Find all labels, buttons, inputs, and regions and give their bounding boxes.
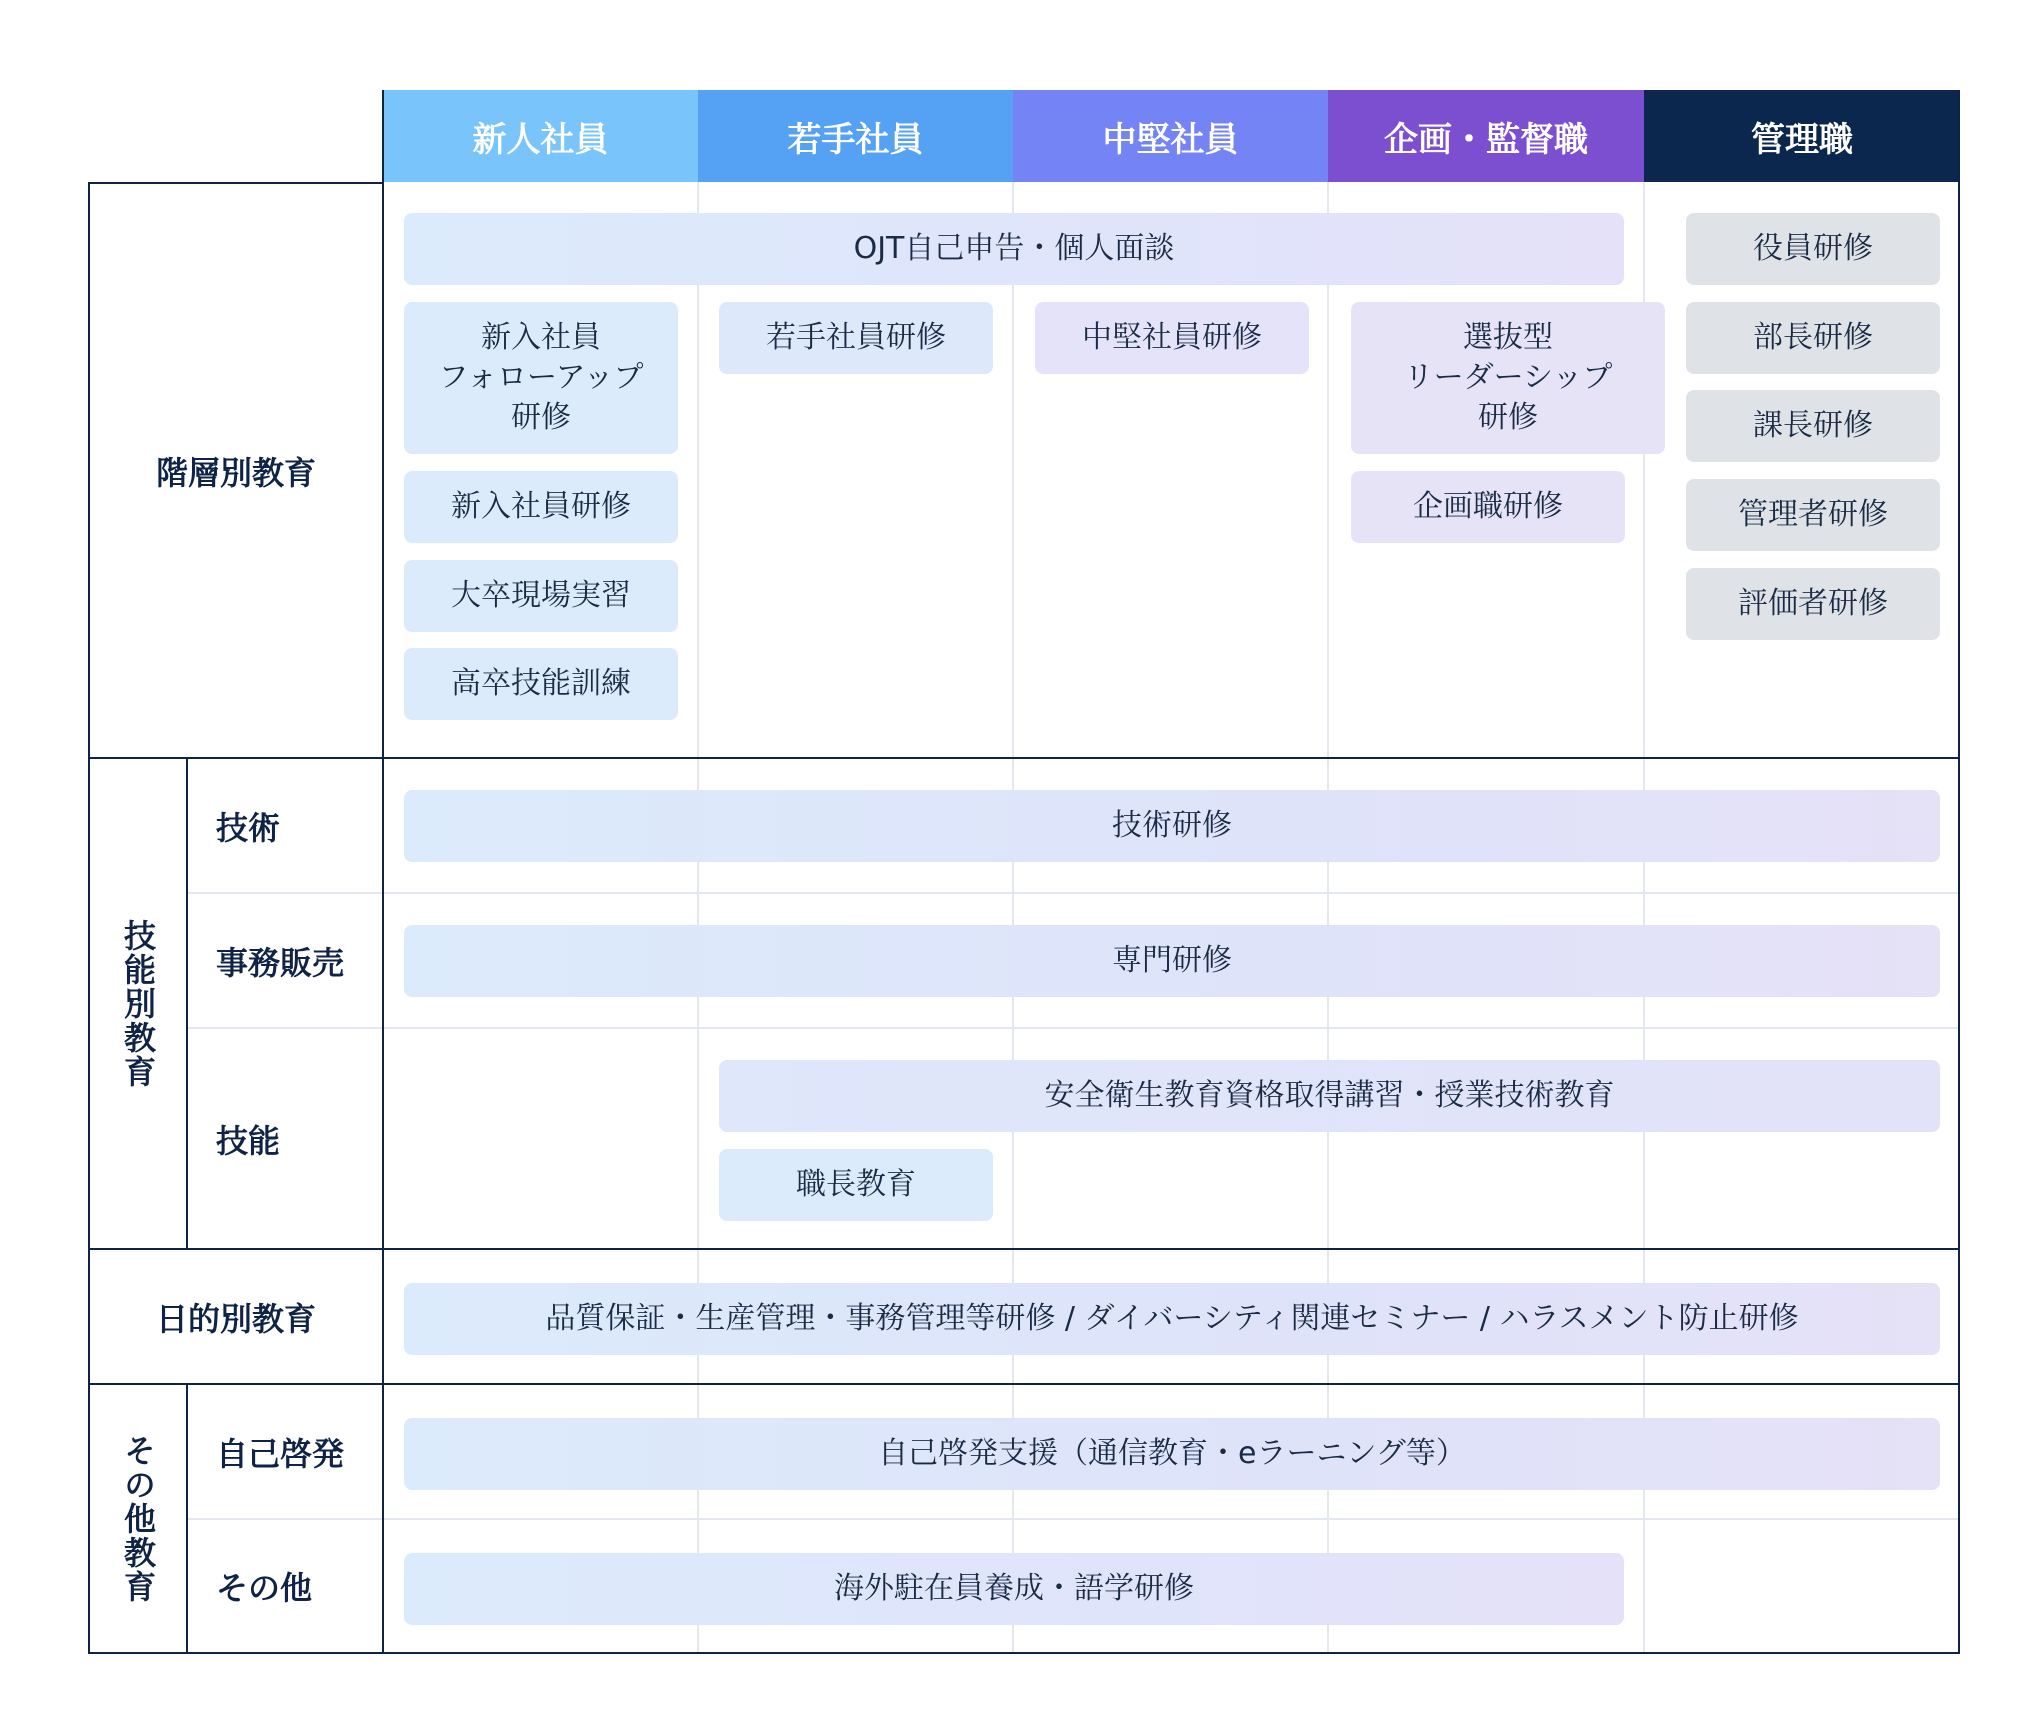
program-purpose-training: 品質保証・生産管理・事務管理等研修 / ダイバーシティ関連セミナー / ハラスメント防止研修	[404, 1283, 1940, 1355]
program-director-training: 部長研修	[1686, 302, 1940, 374]
program-new-followup: 新入社員 フォローアップ 研修	[404, 302, 678, 454]
category-skill	[90, 759, 186, 1248]
category-skill-label: 技能別教育	[119, 918, 157, 1089]
category-other-label: その他教育	[119, 1433, 157, 1604]
program-manager-training: 管理者研修	[1686, 479, 1940, 551]
program-section-chief-training: 課長研修	[1686, 390, 1940, 462]
subcategory-other: その他	[216, 1569, 313, 1607]
program-evaluator-training: 評価者研修	[1686, 568, 1940, 640]
grid-row-divider	[188, 1518, 1960, 1520]
program-young-training: 若手社員研修	[719, 302, 993, 374]
program-exec-training: 役員研修	[1686, 213, 1940, 285]
program-foreman-education: 職長教育	[719, 1149, 993, 1221]
grid-row-divider	[188, 892, 1960, 894]
program-highschool-skill: 高卒技能訓練	[404, 648, 678, 720]
program-overseas-language: 海外駐在員養成・語学研修	[404, 1553, 1624, 1625]
subcategory-office-sales: 事務販売	[216, 943, 345, 982]
header-column-new-employee: 新人社員	[383, 90, 698, 182]
program-tech-training: 技術研修	[404, 790, 1940, 862]
program-new-training: 新入社員研修	[404, 471, 678, 543]
program-specialist-training: 専門研修	[404, 925, 1940, 997]
header-column-young-employee: 若手社員	[698, 90, 1013, 182]
program-ojt: OJT自己申告・個人面談	[404, 213, 1624, 285]
table-border	[88, 1652, 1960, 1654]
program-selective-leadership: 選抜型 リーダーシップ 研修	[1351, 302, 1665, 454]
category-other	[90, 1385, 186, 1652]
subcategory-self-development: 自己啓発	[216, 1434, 345, 1473]
grid-row-divider	[188, 1027, 1960, 1029]
header-column-manager: 管理職	[1644, 90, 1960, 182]
header-column-planning-supervisor: 企画・監督職	[1328, 90, 1644, 182]
category-purpose: 日的別教育	[155, 1299, 316, 1338]
program-college-site: 大卒現場実習	[404, 560, 678, 632]
subcategory-technical: 技術	[216, 808, 281, 847]
table-border	[382, 90, 384, 1654]
program-self-dev-support: 自己啓発支援（通信教育・eラーニング等）	[404, 1418, 1940, 1490]
table-border	[1958, 90, 1960, 1654]
subcategory-skill: 技能	[216, 1121, 281, 1160]
category-hierarchy: 階層別教育	[155, 453, 316, 492]
header-column-mid-employee: 中堅社員	[1013, 90, 1328, 182]
program-planning-training: 企画職研修	[1351, 471, 1625, 543]
program-safety-education: 安全衛生教育資格取得講習・授業技術教育	[719, 1060, 1940, 1132]
program-mid-training: 中堅社員研修	[1035, 302, 1309, 374]
